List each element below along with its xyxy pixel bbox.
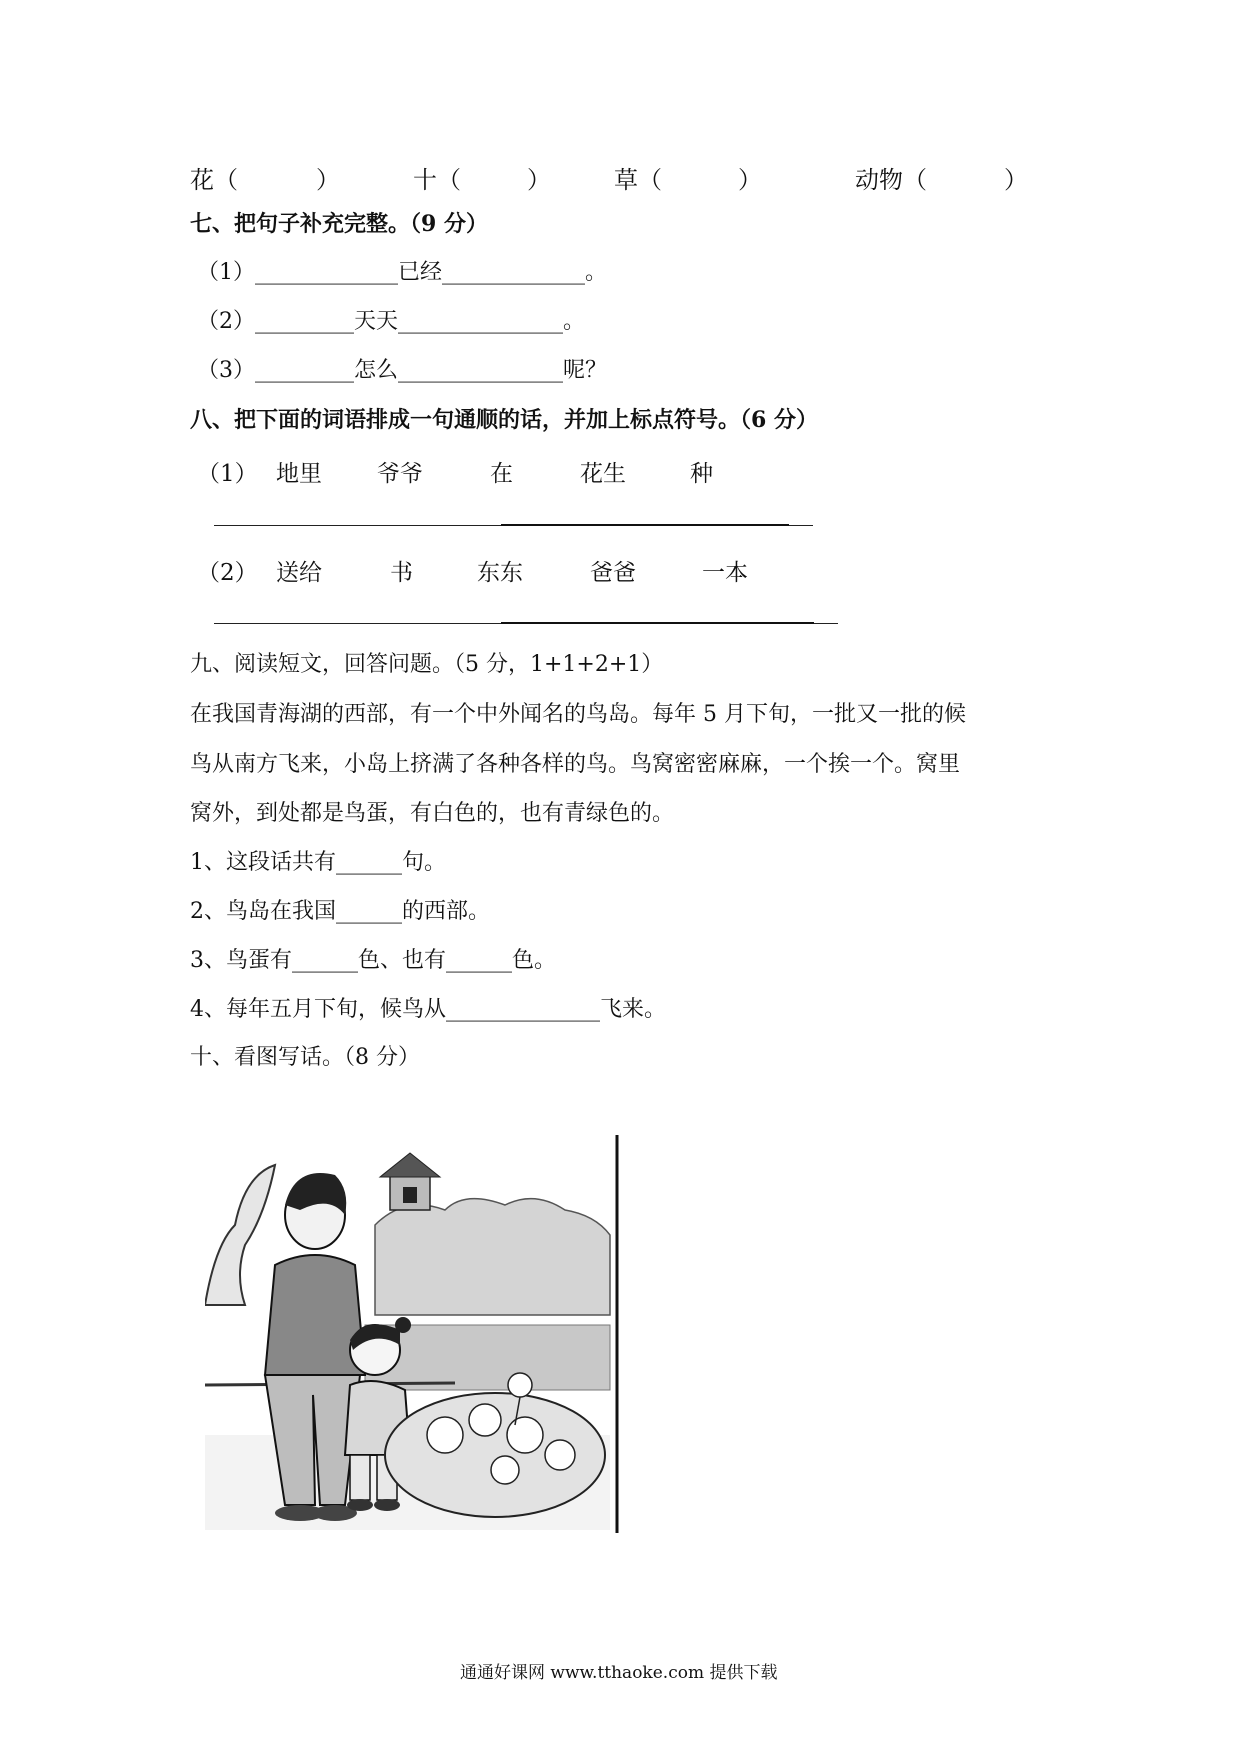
section8-q1-answer-line-a[interactable] <box>214 525 501 526</box>
section8-q2-word-4: 爸爸 <box>590 560 636 586</box>
background-bushes <box>375 1199 610 1315</box>
blank-shi-close: ） <box>527 166 551 194</box>
section8-q2-answer-line-a[interactable] <box>214 623 501 624</box>
section8-q2-word-5: 一本 <box>702 560 748 586</box>
section8-q1-answer-line-c <box>789 525 813 526</box>
section8-q1-word-3: 在 <box>490 461 513 487</box>
blank-hua-close: ） <box>316 166 340 194</box>
section7-item-1: （1）_____________已经_____________。 <box>197 260 607 285</box>
passage-line-2: 鸟从南方飞来，小岛上挤满了各种各样的鸟。鸟窝密密麻麻，一个挨一个。窝里 <box>190 752 961 777</box>
footer-source: 通通好课网 www.tthaoke.com 提供下载 <box>460 1663 778 1683</box>
section10-title: 十、看图写话。（8 分） <box>190 1045 420 1070</box>
section8-q2-answer-line-b[interactable] <box>501 622 814 624</box>
blank-dongwu-open: 动物（ <box>855 166 927 194</box>
section7-item-3: （3）_________怎么_______________呢？ <box>197 358 607 383</box>
section8-title: 八、把下面的词语排成一句通顺的话，并加上标点符号。（6 分） <box>190 407 818 433</box>
section8-q2-answer-line-c <box>814 623 838 624</box>
blank-dongwu-close: ） <box>1004 166 1028 194</box>
section8-q1-word-5: 种 <box>690 461 713 487</box>
section8-q2-word-2: 书 <box>390 560 413 586</box>
rock-tree-left <box>205 1165 275 1305</box>
section9-title: 九、阅读短文，回答问题。（5 分，1+1+2+1） <box>190 652 664 677</box>
section7-item-2: （2）_________天天_______________。 <box>197 309 585 334</box>
blank-cao-close: ） <box>738 166 762 194</box>
question-3: 3、鸟蛋有______色、也有______色。 <box>190 948 556 973</box>
question-4: 4、每年五月下旬，候鸟从______________飞来。 <box>190 997 666 1022</box>
chrysanthemum-bush <box>385 1373 605 1517</box>
pavilion-icon <box>380 1153 440 1210</box>
picture-illustration <box>205 1135 625 1555</box>
section8-q2-number: （2） <box>197 560 258 586</box>
section8-q1-word-4: 花生 <box>580 461 626 487</box>
blank-shi-open: 十（ <box>413 166 461 194</box>
blank-cao-open: 草（ <box>614 166 662 194</box>
passage-line-3: 窝外，到处都是鸟蛋，有白色的，也有青绿色的。 <box>190 801 675 826</box>
section8-q1-number: （1） <box>197 461 258 487</box>
question-2: 2、鸟岛在我国______的西部。 <box>190 899 490 924</box>
section8-q2-word-1: 送给 <box>276 560 322 586</box>
blank-hua-open: 花（ <box>190 166 238 194</box>
passage-line-1: 在我国青海湖的西部，有一个中外闻名的鸟岛。每年 5 月下旬，一批又一批的候 <box>190 702 966 727</box>
section8-q1-answer-line-b[interactable] <box>501 524 789 526</box>
section8-q1-word-2: 爷爷 <box>377 461 423 487</box>
question-1: 1、这段话共有______句。 <box>190 850 446 875</box>
section8-q1-word-1: 地里 <box>276 461 322 487</box>
lake <box>365 1325 610 1390</box>
section8-q2-word-3: 东东 <box>477 560 523 586</box>
section7-title: 七、把句子补充完整。（9 分） <box>190 211 488 237</box>
